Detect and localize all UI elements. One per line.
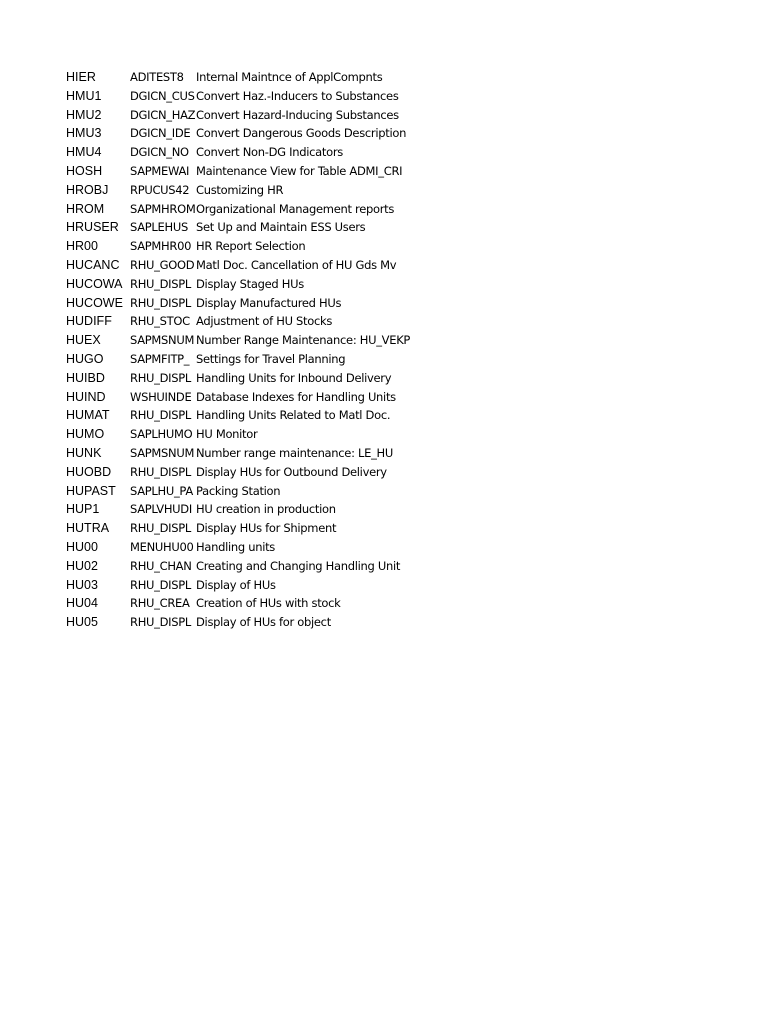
transaction-code: HUCOWE [66,295,123,310]
program-name: SAPMSNUM [130,333,195,348]
table-row [66,296,706,315]
transaction-code: HROBJ [66,182,109,197]
table-row [66,371,706,390]
program-name: ADITEST8 [130,70,184,84]
program-name: RHU_DISPL [130,577,191,592]
transaction-description: Display of HUs for object [196,615,331,630]
transaction-code: HU02 [66,558,98,573]
table-row [66,126,706,145]
transaction-description: Customizing HR [196,182,284,197]
program-name: SAPMFITP_ [130,351,190,366]
transaction-code: HUCANC [66,257,120,272]
program-name: RHU_STOC [130,314,190,329]
table-row [66,540,706,559]
program-name: RHU_DISPL [130,276,191,291]
program-name: SAPMSNUM [130,445,195,460]
program-name: WSHUINDE [130,389,192,404]
table-row [66,578,706,597]
transaction-code: HUP1 [66,502,100,517]
transaction-code: HU05 [66,615,98,630]
transaction-code: HMU4 [66,145,102,160]
transaction-code: HIER [66,70,96,84]
transaction-code: HUPAST [66,483,116,498]
transaction-description: Convert Non-DG Indicators [196,145,343,160]
transaction-description: Handling Units for Inbound Delivery [196,370,392,385]
transaction-code: HOSH [66,163,103,178]
transaction-description: Convert Haz.-Inducers to Substances [196,88,399,103]
transaction-code: HMU3 [66,126,102,141]
transaction-description: Display Manufactured HUs [196,295,342,310]
transaction-description: HR Report Selection [196,239,306,254]
table-row [66,70,706,89]
program-name: RPUCUS42 [130,182,190,197]
transaction-code: HR00 [66,239,98,254]
transaction-description: HU creation in production [196,502,336,517]
transaction-description: Maintenance View for Table ADMI_CRI [196,163,403,178]
transaction-code: HU04 [66,596,98,611]
table-row [66,108,706,127]
transaction-code: HUMO [66,427,105,442]
transaction-code: HUDIFF [66,314,112,329]
transaction-description: Convert Hazard-Inducing Substances [196,107,399,122]
transaction-code: HUEX [66,333,101,348]
transaction-code: HUNK [66,445,102,460]
transaction-code: HMU2 [66,107,102,122]
transaction-code: HU00 [66,539,98,554]
table-row [66,220,706,239]
transaction-code: HUIBD [66,370,105,385]
table-row [66,145,706,164]
transaction-code: HU03 [66,577,98,592]
table-row [66,502,706,521]
program-name: SAPMHR00 [130,239,192,254]
transaction-code: HUTRA [66,521,110,536]
table-row [66,314,706,333]
table-row [66,446,706,465]
program-name: RHU_DISPL [130,464,191,479]
program-name: DGICN_HAZ [130,107,196,122]
table-row [66,615,706,634]
transaction-description: Convert Dangerous Goods Description [196,126,407,141]
transaction-code: HUIND [66,389,106,404]
table-row [66,484,706,503]
program-name: SAPLHU_PA [130,483,193,498]
transaction-description: Packing Station [196,483,281,498]
transaction-code: HUOBD [66,464,112,479]
program-name: DGICN_CUS [130,88,195,103]
transaction-description: Adjustment of HU Stocks [196,314,333,329]
program-name: DGICN_NO [130,145,189,160]
transaction-code: HMU1 [66,88,102,103]
transaction-description: Handling Units Related to Matl Doc. [196,408,391,423]
table-row [66,239,706,258]
program-name: RHU_DISPL [130,370,191,385]
table-row [66,408,706,427]
transaction-description: Number range maintenance: LE_HU [196,445,394,460]
transaction-description: Settings for Travel Planning [196,351,346,366]
program-name: RHU_CREA [130,596,190,611]
transaction-description: Organizational Management reports [196,201,395,216]
transaction-description: Matl Doc. Cancellation of HU Gds Mv [196,257,397,272]
transaction-code: HRUSER [66,220,119,235]
program-name: SAPMEWAI [130,163,190,178]
table-row [66,258,706,277]
program-name: RHU_DISPL [130,295,191,310]
table-row [66,521,706,540]
transaction-code: HUMAT [66,408,110,423]
table-row [66,596,706,615]
program-name: SAPMHROM [130,201,196,216]
transaction-code: HUCOWA [66,276,123,291]
transaction-description: Display HUs for Shipment [196,521,337,536]
transaction-description: Creation of HUs with stock [196,596,341,611]
table-row [66,333,706,352]
program-name: SAPLHUMO [130,427,193,442]
table-row [66,202,706,221]
transaction-description: HU Monitor [196,427,258,442]
table-row [66,559,706,578]
transaction-description: Internal Maintnce of ApplCompnts [196,70,383,84]
table-row [66,427,706,446]
transaction-description: Display of HUs [196,577,276,592]
table-row [66,465,706,484]
program-name: SAPLEHUS [130,220,188,235]
table-row [66,183,706,202]
table-row [66,164,706,183]
program-name: SAPLVHUDI [130,502,192,517]
transaction-description: Database Indexes for Handling Units [196,389,396,404]
transaction-description: Display HUs for Outbound Delivery [196,464,387,479]
program-name: RHU_DISPL [130,408,191,423]
program-name: MENUHU00 [130,539,194,554]
transaction-description: Set Up and Maintain ESS Users [196,220,366,235]
transaction-description: Handling units [196,539,275,554]
table-row [66,352,706,371]
transaction-description: Number Range Maintenance: HU_VEKP [196,333,411,348]
transaction-code: HUGO [66,351,104,366]
program-name: RHU_DISPL [130,521,191,536]
transaction-table [66,70,706,634]
table-row [66,89,706,108]
program-name: RHU_DISPL [130,615,191,630]
program-name: RHU_GOOD [130,257,195,272]
transaction-code: HROM [66,201,105,216]
program-name: DGICN_IDE [130,126,191,141]
transaction-description: Display Staged HUs [196,276,304,291]
transaction-description: Creating and Changing Handling Unit [196,558,401,573]
table-row [66,277,706,296]
table-row [66,390,706,409]
program-name: RHU_CHAN [130,558,192,573]
